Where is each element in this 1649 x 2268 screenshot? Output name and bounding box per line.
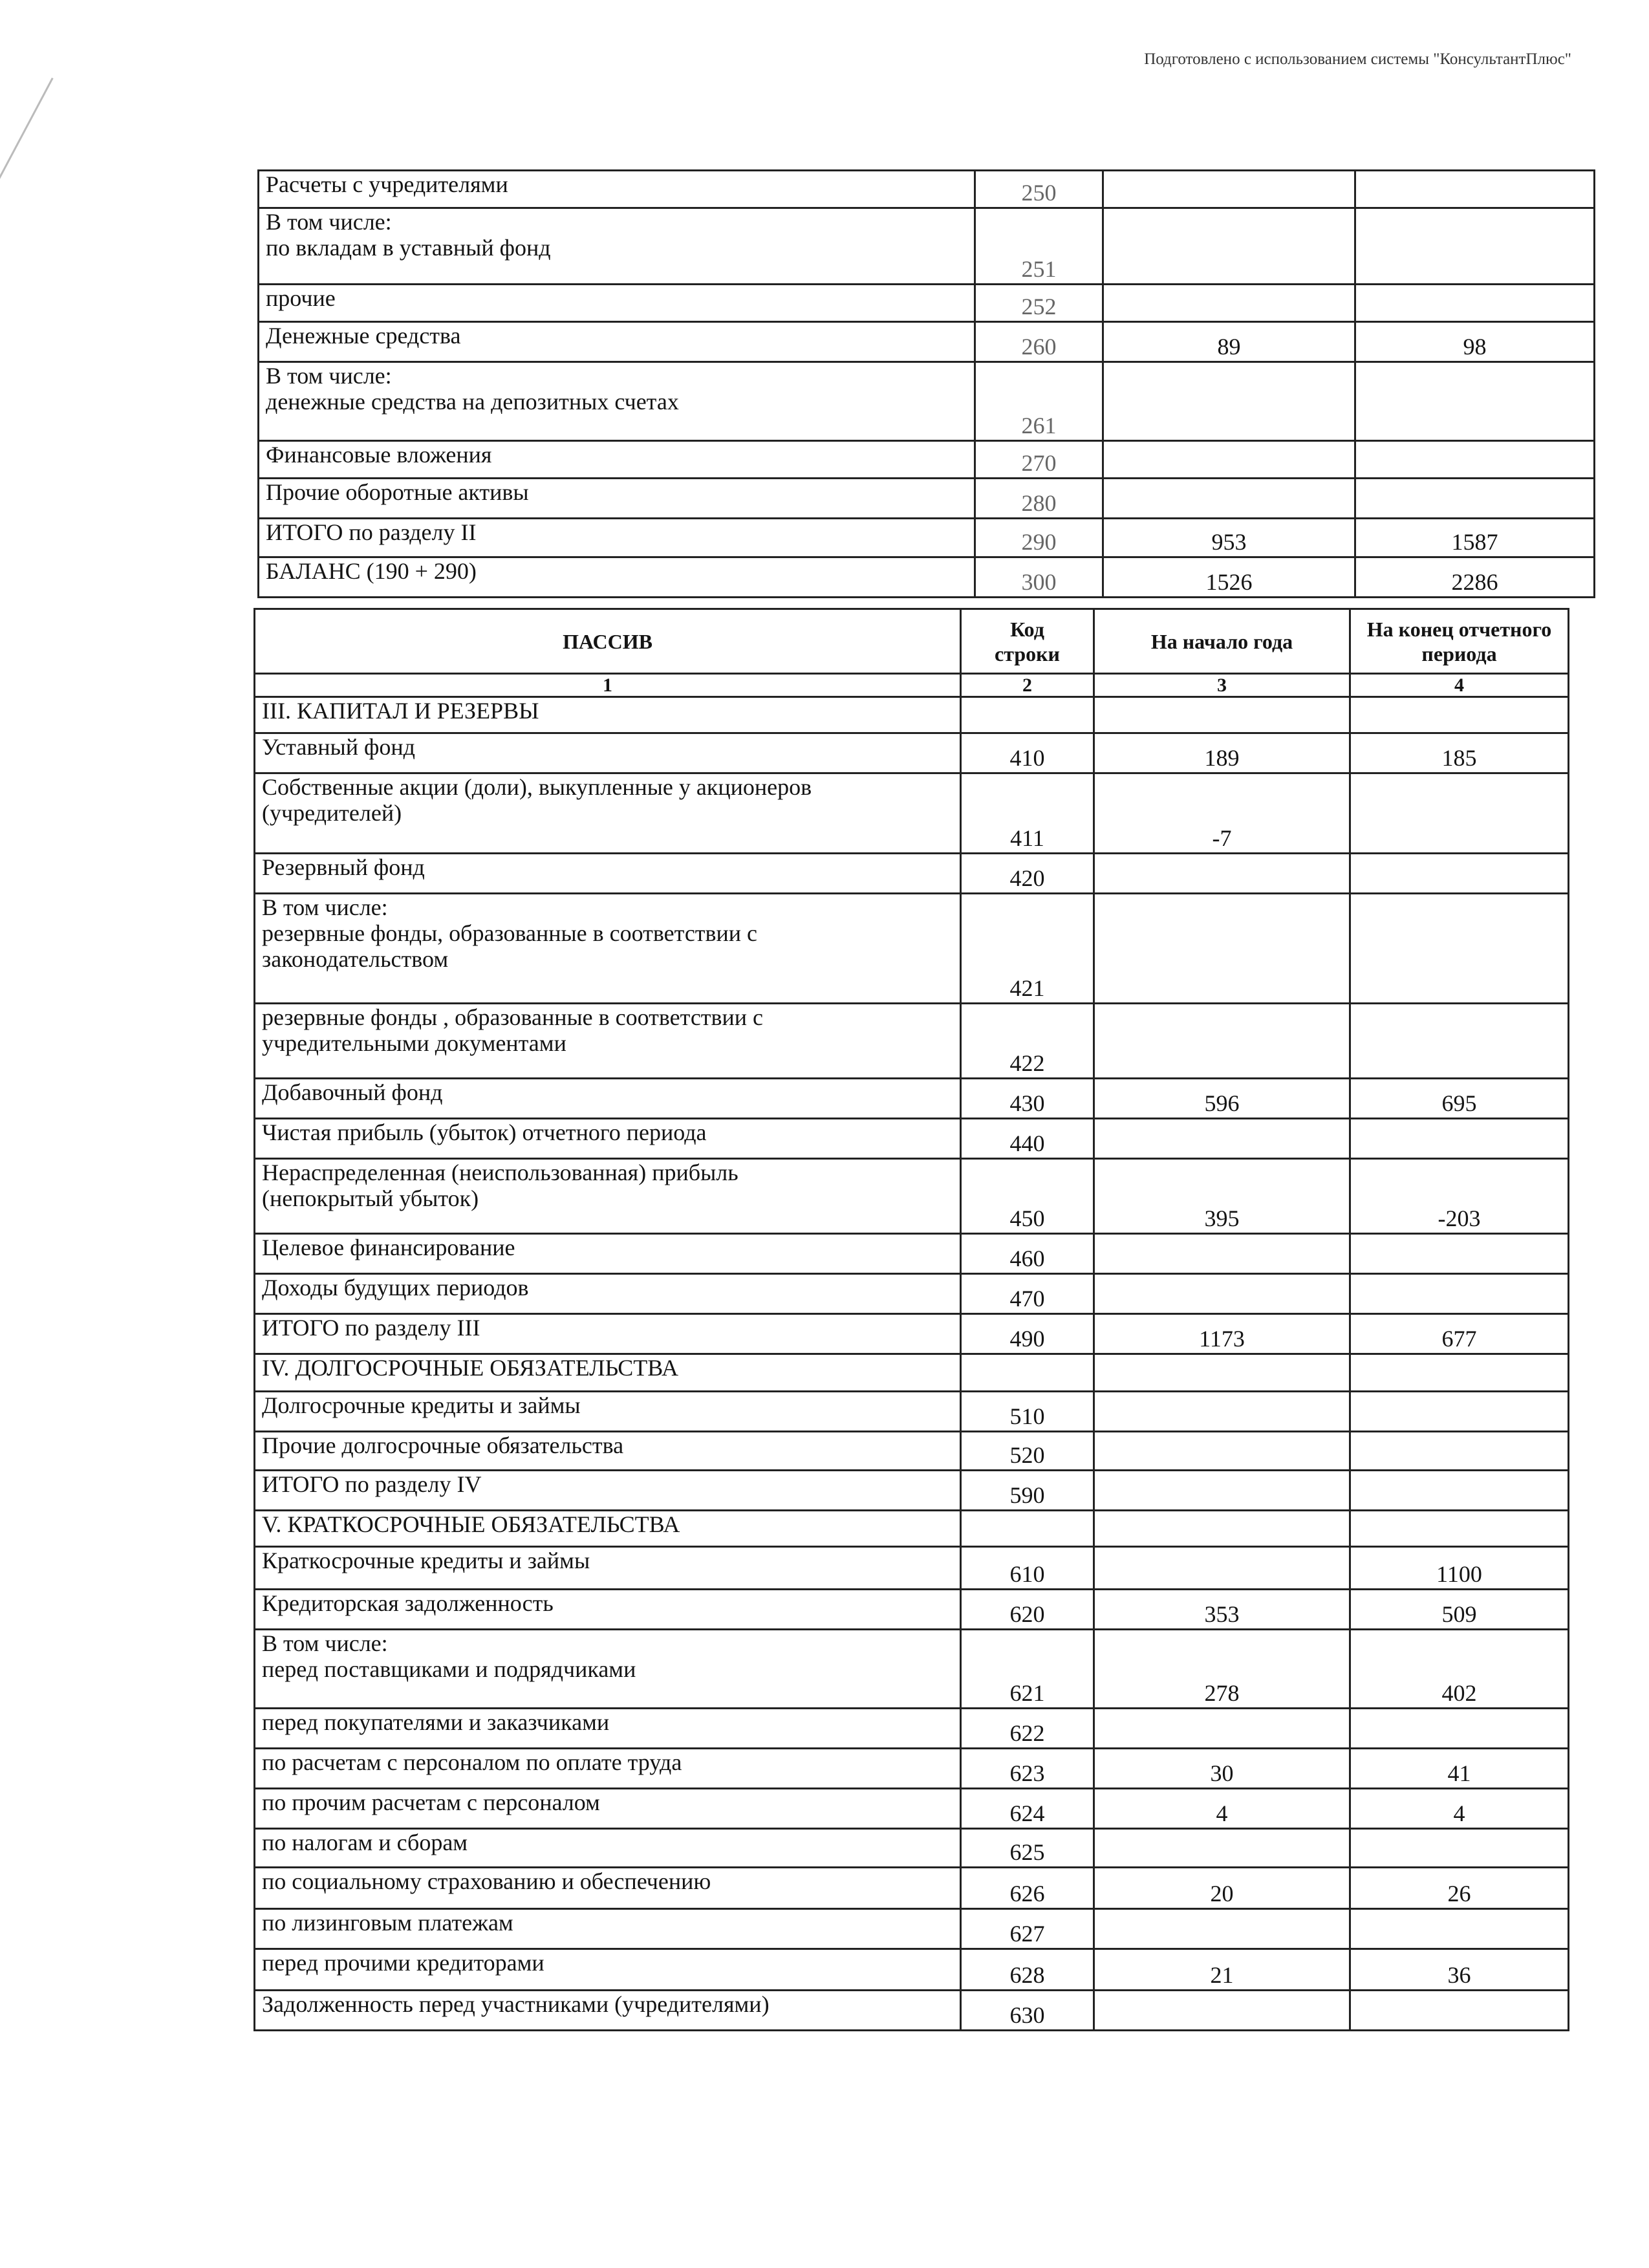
- row-label: [255, 697, 961, 733]
- value-start-of-year: [1094, 1119, 1350, 1159]
- row-code: 430: [961, 1079, 1094, 1119]
- row-label: [255, 1991, 961, 2031]
- row-label-line: Долгосрочные кредиты и займы: [262, 1392, 581, 1418]
- row-label: [255, 1949, 961, 1991]
- table-row: [255, 1590, 1569, 1630]
- column-number: 3: [1094, 674, 1350, 697]
- table-row: [259, 285, 1595, 322]
- row-code: 620: [961, 1590, 1094, 1630]
- row-code: 251: [975, 208, 1103, 285]
- header-end-of-period: На конец отчетного периода: [1350, 609, 1569, 674]
- value-end-of-period: 26: [1350, 1868, 1569, 1909]
- table-row: [255, 1392, 1569, 1432]
- row-label: [255, 773, 961, 854]
- row-label-line: Расчеты с учредителями: [266, 171, 508, 197]
- row-label-line: Финансовые вложения: [266, 442, 492, 468]
- value-start-of-year: [1103, 285, 1355, 322]
- value-end-of-period: [1355, 171, 1595, 208]
- value-end-of-period: [1350, 854, 1569, 894]
- value-end-of-period: [1350, 1234, 1569, 1274]
- row-label-line: перед прочими кредиторами: [262, 1950, 544, 1976]
- row-code: 621: [961, 1630, 1094, 1709]
- row-label-line: учредительными документами: [262, 1030, 566, 1056]
- row-label-line: Задолженность перед участниками (учредителями): [262, 1991, 770, 2017]
- passive-table: [253, 608, 1569, 2031]
- row-code: 624: [961, 1789, 1094, 1829]
- row-label-line: В том числе:: [266, 363, 392, 389]
- table-row: [255, 1159, 1569, 1234]
- row-label-line: В том числе:: [266, 209, 392, 235]
- row-label-line: перед покупателями и заказчиками: [262, 1709, 610, 1735]
- value-end-of-period: 185: [1350, 733, 1569, 773]
- table-row: [255, 1004, 1569, 1079]
- row-label-line: Резервный фонд: [262, 854, 425, 880]
- value-start-of-year: [1094, 1274, 1350, 1314]
- value-end-of-period: [1350, 1511, 1569, 1547]
- row-label-line: III. КАПИТАЛ И РЕЗЕРВЫ: [262, 698, 539, 724]
- table-row: [259, 441, 1595, 479]
- row-label-line: резервные фонды , образованные в соответствии с: [262, 1004, 764, 1030]
- value-start-of-year: [1094, 1991, 1350, 2031]
- row-label: [255, 733, 961, 773]
- value-start-of-year: [1103, 441, 1355, 479]
- header-row-code: Код строки: [961, 609, 1094, 674]
- table-row: [259, 519, 1595, 557]
- row-label-line: Уставный фонд: [262, 734, 415, 760]
- row-code: 490: [961, 1314, 1094, 1354]
- table-row: [259, 322, 1595, 362]
- row-label: [255, 1079, 961, 1119]
- row-label: [255, 1630, 961, 1709]
- row-code: 460: [961, 1234, 1094, 1274]
- row-label: [255, 1159, 961, 1234]
- row-code: [961, 1354, 1094, 1392]
- value-end-of-period: [1350, 1004, 1569, 1079]
- row-label: [255, 1909, 961, 1949]
- value-start-of-year: [1094, 1004, 1350, 1079]
- row-label-line: (учредителей): [262, 800, 402, 826]
- value-end-of-period: [1350, 1392, 1569, 1432]
- value-start-of-year: [1094, 1709, 1350, 1749]
- row-label-line: Кредиторская задолженность: [262, 1590, 554, 1616]
- value-end-of-period: [1355, 362, 1595, 441]
- row-label: [255, 1868, 961, 1909]
- value-start-of-year: 596: [1094, 1079, 1350, 1119]
- value-start-of-year: [1094, 1234, 1350, 1274]
- row-label: [255, 1511, 961, 1547]
- value-end-of-period: 1587: [1355, 519, 1595, 557]
- table-row: [255, 1274, 1569, 1314]
- row-label: [259, 362, 975, 441]
- header-start-of-year: На начало года: [1094, 609, 1350, 674]
- row-label: [255, 1004, 961, 1079]
- value-end-of-period: [1350, 1829, 1569, 1868]
- table-row: [255, 1829, 1569, 1868]
- row-code: 250: [975, 171, 1103, 208]
- row-label-line: Прочие оборотные активы: [266, 479, 529, 505]
- value-end-of-period: 36: [1350, 1949, 1569, 1991]
- row-label: [259, 171, 975, 208]
- row-label: [255, 1314, 961, 1354]
- value-start-of-year: [1094, 1471, 1350, 1511]
- row-code: 520: [961, 1432, 1094, 1471]
- value-end-of-period: 677: [1350, 1314, 1569, 1354]
- value-start-of-year: [1094, 854, 1350, 894]
- value-start-of-year: [1094, 1392, 1350, 1432]
- table-row: [255, 1471, 1569, 1511]
- table-row: [255, 1749, 1569, 1789]
- value-start-of-year: 278: [1094, 1630, 1350, 1709]
- row-label: [259, 285, 975, 322]
- value-start-of-year: 353: [1094, 1590, 1350, 1630]
- row-label-line: ИТОГО по разделу III: [262, 1315, 480, 1341]
- value-end-of-period: 98: [1355, 322, 1595, 362]
- row-label-line: Нераспределенная (неиспользованная) прибыль: [262, 1160, 738, 1185]
- row-code: 261: [975, 362, 1103, 441]
- table-row: [255, 1234, 1569, 1274]
- table-row: [255, 1079, 1569, 1119]
- value-end-of-period: [1350, 1909, 1569, 1949]
- row-code: 625: [961, 1829, 1094, 1868]
- value-end-of-period: [1355, 479, 1595, 519]
- value-start-of-year: 189: [1094, 733, 1350, 773]
- table-row: [255, 1909, 1569, 1949]
- row-label: [255, 1789, 961, 1829]
- value-end-of-period: [1355, 285, 1595, 322]
- value-start-of-year: 953: [1103, 519, 1355, 557]
- row-label: [259, 557, 975, 598]
- table-row: [255, 894, 1569, 1004]
- value-start-of-year: [1094, 1511, 1350, 1547]
- row-label-line: законодательством: [262, 946, 449, 972]
- row-label-line: Доходы будущих периодов: [262, 1275, 529, 1301]
- row-code: 510: [961, 1392, 1094, 1432]
- row-label-line: по налогам и сборам: [262, 1830, 468, 1855]
- row-code: 420: [961, 854, 1094, 894]
- table-row: [259, 208, 1595, 285]
- row-label-line: по вкладам в уставный фонд: [266, 235, 551, 261]
- row-label: [255, 1392, 961, 1432]
- value-end-of-period: 4: [1350, 1789, 1569, 1829]
- value-start-of-year: 1526: [1103, 557, 1355, 598]
- table-row: [255, 1314, 1569, 1354]
- value-start-of-year: 4: [1094, 1789, 1350, 1829]
- value-end-of-period: [1350, 1354, 1569, 1392]
- row-label-line: V. КРАТКОСРОЧНЫЕ ОБЯЗАТЕЛЬСТВА: [262, 1511, 680, 1537]
- scan-edge-mark: [0, 78, 54, 261]
- value-start-of-year: [1103, 208, 1355, 285]
- value-end-of-period: [1350, 1991, 1569, 2031]
- row-code: 626: [961, 1868, 1094, 1909]
- value-start-of-year: 89: [1103, 322, 1355, 362]
- table-row: [259, 557, 1595, 598]
- row-label-line: Собственные акции (доли), выкупленные у акционеров: [262, 774, 812, 800]
- row-code: 422: [961, 1004, 1094, 1079]
- value-start-of-year: -7: [1094, 773, 1350, 854]
- table-row: [255, 1630, 1569, 1709]
- table-row: [259, 362, 1595, 441]
- value-end-of-period: 402: [1350, 1630, 1569, 1709]
- header-passive: ПАССИВ: [255, 609, 961, 674]
- value-end-of-period: -203: [1350, 1159, 1569, 1234]
- row-label: [255, 1829, 961, 1868]
- value-start-of-year: [1094, 1432, 1350, 1471]
- row-code: 628: [961, 1949, 1094, 1991]
- value-end-of-period: [1355, 441, 1595, 479]
- table-row: [255, 1511, 1569, 1547]
- column-number-row: [255, 674, 1569, 697]
- row-label: [255, 1234, 961, 1274]
- row-code: 270: [975, 441, 1103, 479]
- column-number: 4: [1350, 674, 1569, 697]
- value-start-of-year: 1173: [1094, 1314, 1350, 1354]
- row-code: 290: [975, 519, 1103, 557]
- value-end-of-period: [1350, 1119, 1569, 1159]
- value-start-of-year: [1094, 894, 1350, 1004]
- row-label-line: Денежные средства: [266, 323, 461, 349]
- row-code: 610: [961, 1547, 1094, 1590]
- row-label: [255, 1432, 961, 1471]
- row-label-line: резервные фонды, образованные в соответствии с: [262, 920, 758, 946]
- row-label: [259, 322, 975, 362]
- row-label-line: Целевое финансирование: [262, 1235, 515, 1260]
- row-label-line: по расчетам с персоналом по оплате труда: [262, 1749, 682, 1775]
- value-start-of-year: 20: [1094, 1868, 1350, 1909]
- row-code: 622: [961, 1709, 1094, 1749]
- row-label: [255, 1119, 961, 1159]
- table-row: [255, 1949, 1569, 1991]
- row-label-line: перед поставщиками и подрядчиками: [262, 1656, 636, 1682]
- row-code: 470: [961, 1274, 1094, 1314]
- row-label-line: IV. ДОЛГОСРОЧНЫЕ ОБЯЗАТЕЛЬСТВА: [262, 1355, 679, 1381]
- row-label: [255, 894, 961, 1004]
- row-code: 627: [961, 1909, 1094, 1949]
- value-end-of-period: [1355, 208, 1595, 285]
- row-label-line: денежные средства на депозитных счетах: [266, 389, 679, 415]
- row-code: 260: [975, 322, 1103, 362]
- row-label: [259, 519, 975, 557]
- row-label: [259, 479, 975, 519]
- row-code: 280: [975, 479, 1103, 519]
- table-row: [255, 854, 1569, 894]
- column-number: 2: [961, 674, 1094, 697]
- row-code: 590: [961, 1471, 1094, 1511]
- row-code: 410: [961, 733, 1094, 773]
- row-code: 630: [961, 1991, 1094, 2031]
- row-code: 440: [961, 1119, 1094, 1159]
- row-code: [961, 1511, 1094, 1547]
- value-end-of-period: [1350, 1709, 1569, 1749]
- value-start-of-year: [1103, 479, 1355, 519]
- row-label-line: БАЛАНС (190 + 290): [266, 558, 477, 584]
- row-label-line: прочие: [266, 285, 336, 311]
- row-label-line: Прочие долгосрочные обязательства: [262, 1432, 624, 1458]
- value-end-of-period: 41: [1350, 1749, 1569, 1789]
- value-start-of-year: [1094, 1354, 1350, 1392]
- assets-continuation-table: [257, 169, 1595, 598]
- row-label-line: Добавочный фонд: [262, 1079, 443, 1105]
- value-end-of-period: [1350, 1471, 1569, 1511]
- row-label-line: ИТОГО по разделу II: [266, 519, 477, 545]
- row-label-line: В том числе:: [262, 894, 388, 920]
- row-code: 300: [975, 557, 1103, 598]
- table-row: [255, 1354, 1569, 1392]
- value-start-of-year: 395: [1094, 1159, 1350, 1234]
- table-row: [255, 1432, 1569, 1471]
- value-start-of-year: 21: [1094, 1949, 1350, 1991]
- row-label: [255, 1274, 961, 1314]
- row-label: [255, 1590, 961, 1630]
- value-end-of-period: 509: [1350, 1590, 1569, 1630]
- row-label-line: по прочим расчетам с персоналом: [262, 1789, 600, 1815]
- row-label: [255, 1749, 961, 1789]
- table-row: [255, 1547, 1569, 1590]
- row-code: 411: [961, 773, 1094, 854]
- row-code: 252: [975, 285, 1103, 322]
- value-start-of-year: [1094, 1829, 1350, 1868]
- row-code: [961, 697, 1094, 733]
- value-end-of-period: 695: [1350, 1079, 1569, 1119]
- row-code: 421: [961, 894, 1094, 1004]
- row-label: [255, 1547, 961, 1590]
- table-row: [255, 1789, 1569, 1829]
- passive-header-row: [255, 609, 1569, 674]
- value-start-of-year: [1094, 1547, 1350, 1590]
- value-end-of-period: [1350, 773, 1569, 854]
- value-start-of-year: [1103, 171, 1355, 208]
- row-label-line: (непокрытый убыток): [262, 1185, 479, 1211]
- table-row: [255, 697, 1569, 733]
- table-row: [255, 1868, 1569, 1909]
- value-end-of-period: 2286: [1355, 557, 1595, 598]
- value-end-of-period: 1100: [1350, 1547, 1569, 1590]
- row-label-line: Чистая прибыль (убыток) отчетного периода: [262, 1119, 707, 1145]
- value-start-of-year: [1094, 697, 1350, 733]
- row-code: 623: [961, 1749, 1094, 1789]
- value-end-of-period: [1350, 894, 1569, 1004]
- row-label-line: по лизинговым платежам: [262, 1910, 513, 1936]
- value-end-of-period: [1350, 1432, 1569, 1471]
- row-code: 450: [961, 1159, 1094, 1234]
- row-label: [259, 208, 975, 285]
- table-row: [255, 1991, 1569, 2031]
- row-label: [255, 1354, 961, 1392]
- row-label-line: по социальному страхованию и обеспечению: [262, 1868, 711, 1894]
- table-row: [259, 171, 1595, 208]
- row-label-line: Краткосрочные кредиты и займы: [262, 1548, 590, 1573]
- consultant-plus-header: Подготовлено с использованием системы "КонсультантПлюс": [1144, 50, 1571, 68]
- table-row: [255, 1119, 1569, 1159]
- row-label-line: В том числе:: [262, 1630, 388, 1656]
- row-label: [255, 1471, 961, 1511]
- value-start-of-year: 30: [1094, 1749, 1350, 1789]
- table-row: [255, 733, 1569, 773]
- value-start-of-year: [1094, 1909, 1350, 1949]
- table-row: [259, 479, 1595, 519]
- row-label: [255, 854, 961, 894]
- row-label-line: ИТОГО по разделу IV: [262, 1471, 482, 1497]
- value-end-of-period: [1350, 1274, 1569, 1314]
- value-start-of-year: [1103, 362, 1355, 441]
- row-label: [259, 441, 975, 479]
- table-row: [255, 1709, 1569, 1749]
- value-end-of-period: [1350, 697, 1569, 733]
- row-label: [255, 1709, 961, 1749]
- table-row: [255, 773, 1569, 854]
- column-number: 1: [255, 674, 961, 697]
